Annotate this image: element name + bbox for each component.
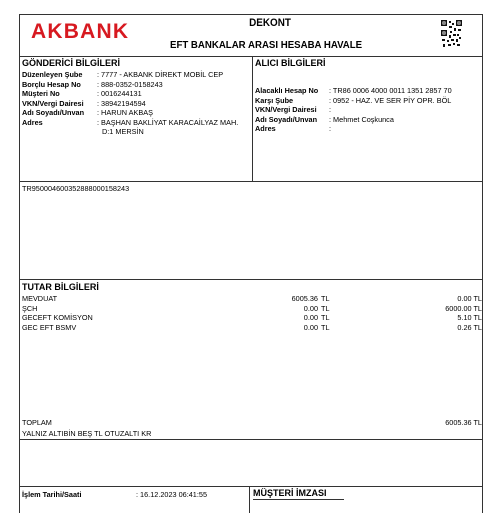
receiver-section-title: ALICI BİLGİLERİ: [255, 58, 326, 68]
field-label: Alacaklı Hesap No: [255, 86, 319, 95]
field-value: :: [329, 124, 332, 133]
field-label: Müşteri No: [22, 89, 60, 98]
field-value: : HARUN AKBAŞ: [97, 108, 153, 117]
field-value: : 0016244131: [97, 89, 142, 98]
customer-signature-title: MÜŞTERİ İMZASI: [253, 488, 327, 498]
amount-mid-currency: TL: [321, 303, 330, 313]
field-label: Adı Soyadı/Unvan: [255, 114, 318, 124]
total-value: 6005.36 TL: [445, 418, 482, 427]
sender-details: [22, 70, 250, 160]
amount-label: GEC EFT BSMV: [22, 322, 77, 332]
transaction-date-label: İşlem Tarihi/Saati: [22, 490, 82, 499]
field-value: : 0952 - HAZ. VE SER PİY OPR. BÖL: [329, 95, 452, 105]
field-value: :: [329, 105, 332, 114]
sender-section-title: GÖNDERİCİ BİLGİLERİ: [22, 58, 121, 68]
akbank-logo: AKBANK: [31, 20, 130, 43]
amount-label: MEVDUAT: [22, 294, 58, 303]
field-label: VKN/Vergi Dairesi: [22, 98, 84, 108]
amount-mid-currency: TL: [321, 294, 330, 303]
amount-mid-value: 0.00: [303, 303, 318, 313]
amount-mid-currency: TL: [321, 322, 330, 332]
amount-mid-currency: TL: [321, 313, 330, 322]
amounts-table: [22, 294, 482, 334]
field-label: Borçlu Hesap No: [22, 79, 81, 89]
field-value: : BAŞHAN BAKLİYAT KARACAİLYAZ MAH.: [97, 117, 239, 127]
qr-code-icon: [441, 20, 462, 48]
field-value: : 888-0352-0158243: [97, 79, 163, 89]
field-value: : Mehmet Coşkunca: [329, 114, 394, 124]
amount-mid-value: 6005.36: [291, 294, 318, 303]
amount-right-value: 0.00 TL: [457, 294, 482, 303]
transaction-date-value: : 16.12.2023 06:41:55: [136, 490, 208, 499]
document-type-title: DEKONT: [249, 17, 291, 29]
receiver-details: [255, 86, 481, 146]
sender-address-line2: D:1 MERSİN: [102, 126, 144, 136]
field-label: Düzenleyen Şube: [22, 70, 83, 79]
field-label: VKN/Vergi Dairesi: [255, 105, 317, 114]
field-label: Adres: [22, 117, 43, 127]
amount-right-value: 0.26 TL: [457, 322, 482, 332]
amount-label: ŞCH: [22, 303, 38, 313]
field-value: : 7777 - AKBANK DİREKT MOBİL CEP: [97, 70, 224, 79]
total-in-words: YALNIZ ALTIBİN BEŞ TL OTUZALTI KR: [22, 429, 152, 438]
field-label: Adres: [255, 124, 276, 133]
amounts-section-title: TUTAR BİLGİLERİ: [22, 282, 99, 292]
amount-mid-value: 0.00: [303, 322, 318, 332]
field-label: Adı Soyadı/Unvan: [22, 108, 85, 117]
total-label: TOPLAM: [22, 418, 52, 427]
amount-mid-value: 0.00: [303, 313, 318, 322]
amount-label: GECEFT KOMİSYON: [22, 313, 93, 322]
field-value: : TR86 0006 4000 0011 1351 2857 70: [329, 86, 452, 95]
transaction-description: TR950004600352888000158243: [22, 184, 130, 193]
field-value: : 38942194594: [97, 98, 146, 108]
amount-right-value: 6000.00 TL: [445, 303, 482, 313]
field-label: Karşı Şube: [255, 95, 294, 105]
document-subtitle: EFT BANKALAR ARASI HESABA HAVALE: [170, 39, 363, 51]
amount-right-value: 5.10 TL: [457, 313, 482, 322]
